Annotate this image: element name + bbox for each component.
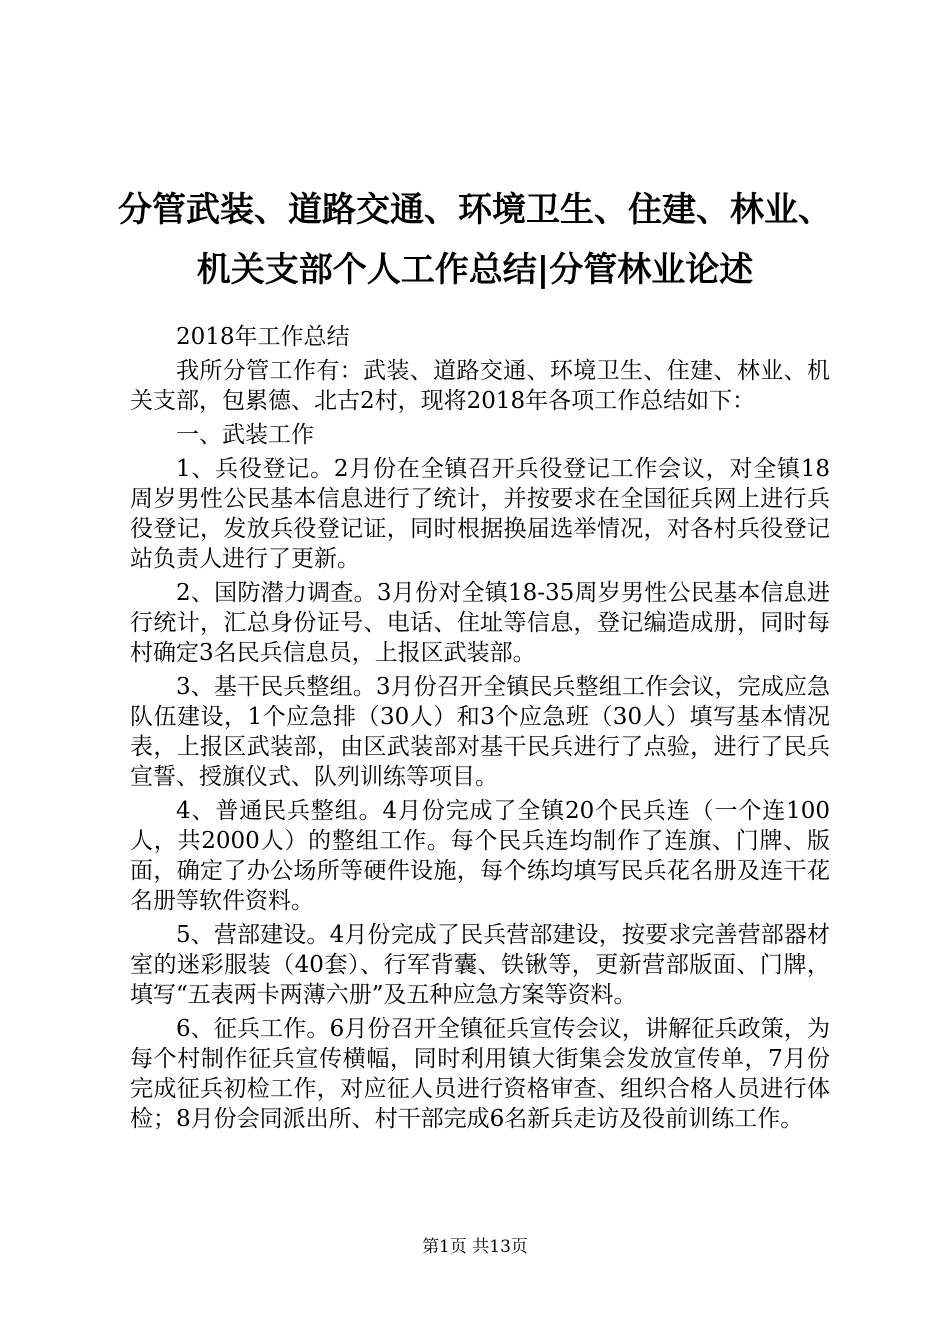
paragraph-intro: 我所分管工作有：武装、道路交通、环境卫生、住建、林业、机关支部，包累德、北古2村，现将2018年各项工作总结如下： (130, 358, 830, 414)
paragraph-item-5: 5、营部建设。4月份完成了民兵营部建设，按要求完善营部器材室的迷彩服装（40套）、行军背囊、铁锹等，更新营部版面、门牌，填写“五表两卡两薄六册”及五种应急方案等资料。 (130, 922, 830, 1008)
paragraph-item-2: 2、国防潜力调查。3月份对全镇18-35周岁男性公民基本信息进行统计，汇总身份证号、电话、住址等信息，登记编造成册，同时每村确定3名民兵信息员，上报区武装部。 (130, 580, 830, 666)
paragraph-item-6: 6、征兵工作。6月份召开全镇征兵宣传会议，讲解征兵政策，为每个村制作征兵宣传横幅，同时利用镇大街集会发放宣传单，7月份完成征兵初检工作，对应征人员进行资格审查、组织合格人员进行体检；8月份会同派出所、村干部完成6名新兵走访及役前训练工作。 (130, 1016, 830, 1132)
section-heading-armed-forces: 一、武装工作 (176, 422, 314, 448)
paragraph-item-1: 1、兵役登记。2月份在全镇召开兵役登记工作会议，对全镇18周岁男性公民基本信息进行了统计，并按要求在全国征兵网上进行兵役登记，发放兵役登记证，同时根据换届选举情况，对各村兵役登记站负责人进行了更新。 (130, 456, 830, 572)
paragraph-year-summary: 2018年工作总结 (176, 324, 350, 350)
document-title-line-2: 机关支部个人工作总结|分管林业论述 (196, 250, 754, 290)
paragraph-item-3: 3、基干民兵整组。3月份召开全镇民兵整组工作会议，完成应急队伍建设，1个应急排（30人）和3个应急班（30人）填写基本情况表，上报区武装部，由区武装部对基干民兵进行了点验，进行了民兵宣誓、授旗仪式、队列训练等项目。 (130, 674, 830, 790)
document-body (130, 322, 830, 1138)
paragraph-item-4: 4、普通民兵整组。4月份完成了全镇20个民兵连（一个连100人，共2000人）的整组工作。每个民兵连均制作了连旗、门牌、版面，确定了办公场所等硬件设施，每个练均填写民兵花名册及连干花名册等软件资料。 (130, 798, 830, 914)
page-footer: 第1页 共13页 (422, 1237, 528, 1257)
document-title-line-1: 分管武装、道路交通、环境卫生、住建、林业、 (118, 190, 832, 230)
